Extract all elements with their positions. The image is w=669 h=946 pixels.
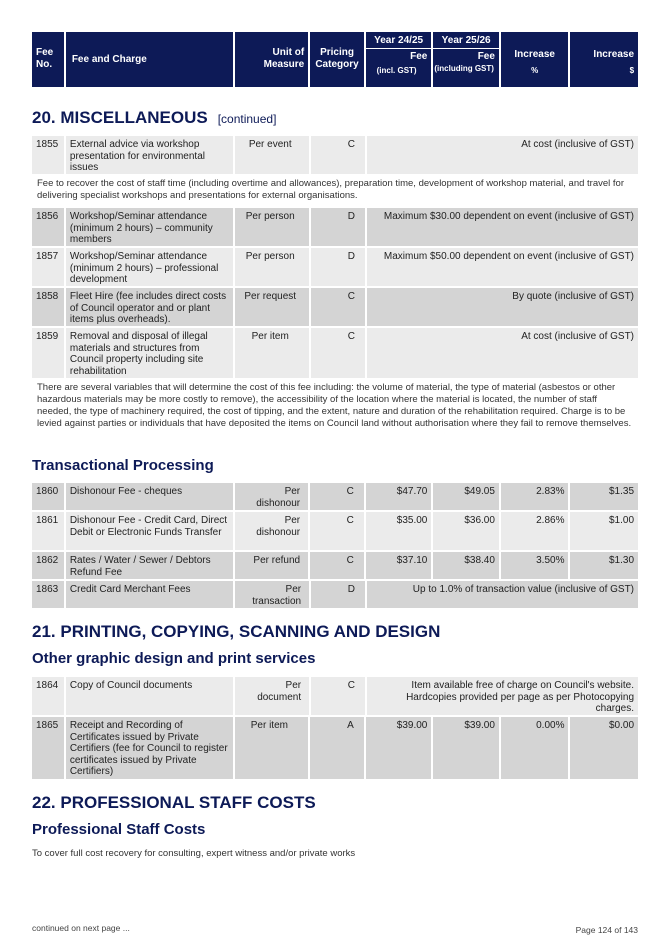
section-20-title [32, 108, 276, 128]
increase-percent: 2.83% [501, 483, 569, 510]
header-year-2425 [366, 32, 432, 87]
pricing-category: D [311, 581, 365, 608]
fee-no: 1856 [32, 208, 64, 246]
header-increase-dollar [570, 32, 638, 87]
unit-of-measure: Per item [235, 717, 309, 779]
section-21-title: 21. PRINTING, COPYING, SCANNING AND DESIGN [32, 622, 441, 641]
fee-amount-note: Maximum $30.00 dependent on event (inclusive of GST) [367, 208, 638, 246]
subsection-graphic-design: Other graphic design and print services [32, 650, 316, 667]
unit-of-measure: Per dishonour [235, 483, 309, 510]
fee-no: 1864 [32, 677, 64, 715]
table-row-1864 [32, 677, 638, 715]
footer-continued: continued on next page ... [32, 923, 130, 933]
table-row-1858 [32, 288, 638, 326]
pricing-category: A [310, 717, 364, 779]
subsection-professional-staff-costs: Professional Staff Costs [32, 821, 206, 838]
unit-of-measure: Per refund [235, 552, 309, 579]
increase-percent: 2.86% [501, 512, 569, 550]
unit-of-measure: Per person [235, 208, 309, 246]
fee-year-2425: $39.00 [366, 717, 432, 779]
unit-of-measure: Per document [235, 677, 309, 715]
fee-no: 1865 [32, 717, 64, 779]
header-year-2526-label: Year 25/26 [433, 32, 499, 48]
header-year-2526-sub: (including GST) [434, 64, 494, 73]
pricing-category: D [311, 248, 365, 286]
pricing-category: D [311, 208, 365, 246]
fee-description: Rates / Water / Sewer / Debtors Refund Fee [66, 552, 233, 579]
fee-amount-note: At cost (inclusive of GST) [367, 328, 638, 378]
fee-no: 1858 [32, 288, 64, 326]
fee-description: External advice via workshop presentation for environmental issues [66, 136, 233, 174]
increase-percent: 3.50% [501, 552, 569, 579]
unit-of-measure: Per person [235, 248, 309, 286]
fee-no: 1859 [32, 328, 64, 378]
header-year-2526 [433, 32, 499, 87]
fee-no: 1857 [32, 248, 64, 286]
header-year-2526-fee-label: Fee [477, 51, 495, 62]
header-year-2526-fee [433, 48, 499, 87]
fee-no: 1862 [32, 552, 64, 579]
fee-year-2425: $37.10 [366, 552, 432, 579]
table-row-1857 [32, 248, 638, 286]
fee-description: Copy of Council documents [66, 677, 233, 715]
fee-amount-note: Up to 1.0% of transaction value (inclusive of GST) [367, 581, 638, 608]
subsection-transactional-processing: Transactional Processing [32, 457, 214, 474]
unit-of-measure: Per transaction [235, 581, 309, 608]
fee-year-2526: $39.00 [433, 717, 499, 779]
header-fee-and-charge: Fee and Charge [66, 32, 233, 87]
fee-description: Removal and disposal of illegal materials and structures from Council property including site rehabilitation [66, 328, 233, 378]
section-22-title: 22. PROFESSIONAL STAFF COSTS [32, 793, 316, 812]
table-row-1860 [32, 483, 638, 510]
header-pricing-category: Pricing Category [310, 32, 364, 87]
note-1859: There are several variables that will determine the cost of this fee including: the volume of material, the type of material (asbestos or other hazardous materials may be more costly to remove), the accessibility of the location where the material is located, the number of staff needed, the type of machinery required, the cost of tipping, and the extent, nature and duration of the rehabilitation required. Charge is to be levied against parties or individuals that have deposited the items on Council land without authorisation where they fail to remove themselves. [37, 382, 632, 429]
table-header [32, 32, 638, 87]
fee-year-2526: $36.00 [433, 512, 499, 550]
fee-description: Fleet Hire (fee includes direct costs of Council operator and or plant items plus overheads). [66, 288, 233, 326]
section-20-heading: 20. MISCELLANEOUS [32, 108, 208, 127]
pricing-category: C [311, 136, 365, 174]
increase-dollar: $1.30 [570, 552, 638, 579]
header-unit-of-measure: Unit of Measure [235, 32, 309, 87]
fee-year-2425: $35.00 [366, 512, 432, 550]
fee-year-2526: $38.40 [433, 552, 499, 579]
unit-of-measure: Per event [235, 136, 309, 174]
fee-description: Workshop/Seminar attendance (minimum 2 hours) – professional development [66, 248, 233, 286]
fee-description: Dishonour Fee - Credit Card, Direct Debit or Electronic Funds Transfer [66, 512, 233, 550]
fee-no: 1855 [32, 136, 64, 174]
unit-of-measure: Per request [235, 288, 309, 326]
section-20-continued: [continued] [217, 112, 277, 126]
note-professional-staff: To cover full cost recovery for consulting, expert witness and/or private works [32, 848, 356, 859]
fee-amount-note: By quote (inclusive of GST) [367, 288, 638, 326]
pricing-category: C [311, 677, 365, 715]
table-row-1859 [32, 328, 638, 378]
table-row-1862 [32, 552, 638, 579]
fee-no: 1860 [32, 483, 64, 510]
unit-of-measure: Per dishonour [235, 512, 309, 550]
header-year-2425-fee-label: Fee [410, 51, 428, 62]
table-row-1855 [32, 136, 638, 174]
note-1855: Fee to recover the cost of staff time (including overtime and allowances), preparation time, development of workshop material, and travel for delivering specialist workshops and presentations for external organisations. [37, 178, 625, 201]
header-year-2425-fee [366, 48, 432, 87]
fee-description: Workshop/Seminar attendance (minimum 2 hours) – community members [66, 208, 233, 246]
table-row-1865 [32, 717, 638, 779]
unit-of-measure: Per item [235, 328, 309, 378]
header-year-2425-sub: (incl. GST) [376, 66, 417, 75]
increase-percent: 0.00% [501, 717, 569, 779]
pricing-category: C [311, 328, 365, 378]
footer-page-number: Page 124 of 143 [575, 925, 638, 935]
fee-description: Credit Card Merchant Fees [66, 581, 233, 608]
increase-dollar: $1.00 [570, 512, 638, 550]
table-row-1861 [32, 512, 638, 550]
fee-no: 1861 [32, 512, 64, 550]
fee-amount-note: At cost (inclusive of GST) [367, 136, 638, 174]
header-year-2425-label: Year 24/25 [366, 32, 432, 48]
header-fee-no: Fee No. [32, 32, 64, 87]
increase-dollar: $0.00 [570, 717, 638, 779]
fee-description: Receipt and Recording of Certificates issued by Private Certifiers (fee for Council to register certificates issued by Private Certifiers) [66, 717, 233, 779]
table-row-1863 [32, 581, 638, 608]
header-increase-dollar-sub: $ [629, 66, 635, 75]
header-increase-percent-label: Increase [514, 49, 555, 60]
fee-no: 1863 [32, 581, 64, 608]
table-row-1856 [32, 208, 638, 246]
increase-dollar: $1.35 [570, 483, 638, 510]
header-increase-dollar-label: Increase [593, 49, 635, 60]
header-increase-percent [501, 32, 569, 87]
fee-year-2526: $49.05 [433, 483, 499, 510]
header-increase-percent-sub: % [531, 66, 539, 75]
fee-amount-note: Item available free of charge on Council's website. Hardcopies provided per page as per Photocopying charges. [367, 677, 638, 715]
pricing-category: C [310, 552, 364, 579]
pricing-category: C [310, 483, 364, 510]
fee-year-2425: $47.70 [366, 483, 432, 510]
pricing-category: C [310, 512, 364, 550]
pricing-category: C [311, 288, 365, 326]
fee-description: Dishonour Fee - cheques [66, 483, 233, 510]
fee-amount-note: Maximum $50.00 dependent on event (inclusive of GST) [367, 248, 638, 286]
